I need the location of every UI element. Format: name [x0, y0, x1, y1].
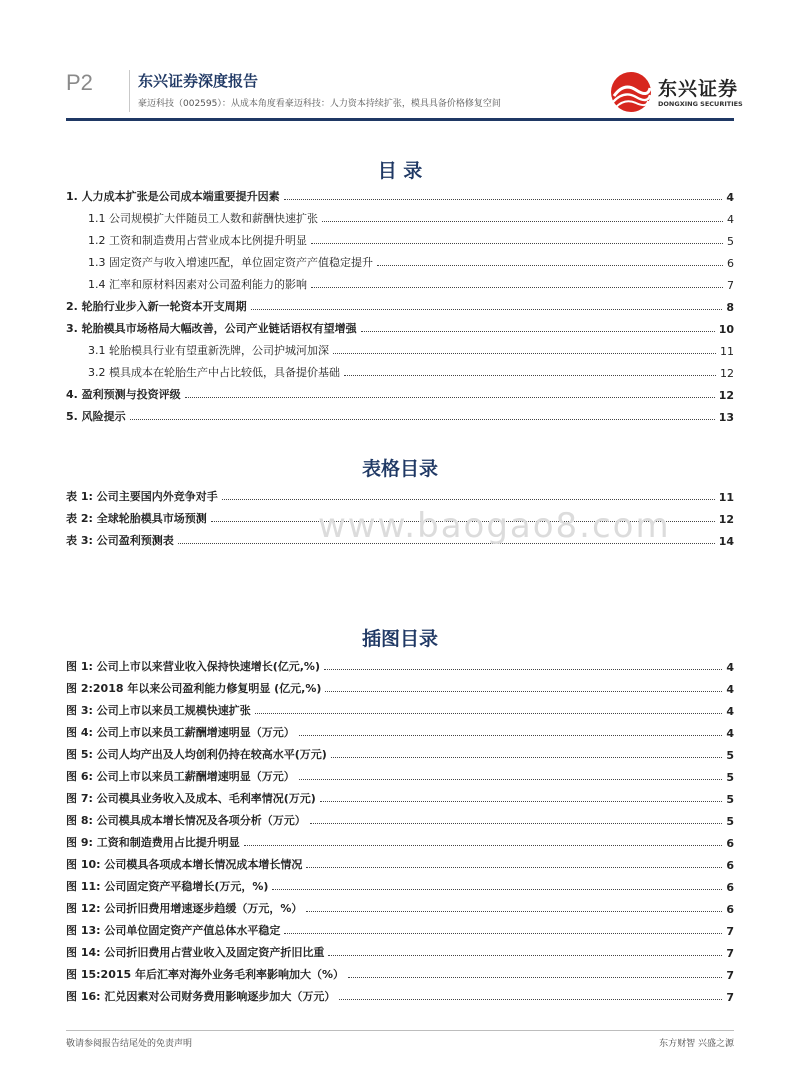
figure-toc-entry-label: 图 12: 公司折旧费用增速逐步趋缓（万元，%） — [66, 902, 303, 915]
toc-entry[interactable] — [66, 406, 734, 424]
toc-entry-page: 12 — [720, 367, 734, 380]
figures-toc-title: 插图目录 — [361, 628, 438, 650]
toc-leader — [299, 735, 723, 736]
figure-toc-entry[interactable] — [66, 964, 734, 982]
figure-toc-entry-label: 图 1: 公司上市以来营业收入保持快速增长(亿元,%) — [66, 660, 320, 673]
figure-toc-entry-label: 图 15:2015 年后汇率对海外业务毛利率影响加大（%） — [66, 968, 345, 981]
toc-entry-page: 12 — [718, 389, 734, 402]
figure-toc-entry-page: 5 — [726, 793, 734, 806]
logo-name: 东兴证券 — [658, 78, 739, 100]
figure-toc-entry-page: 7 — [726, 969, 734, 982]
figure-toc-entry-page: 6 — [726, 859, 734, 872]
table-toc-entry-label: 表 1: 公司主要国内外竞争对手 — [66, 490, 218, 503]
figure-toc-entry-label: 图 13: 公司单位固定资产产值总体水平稳定 — [66, 924, 281, 937]
toc-entry[interactable] — [88, 274, 734, 292]
toc-entry-label: 1.4 汇率和原材料因素对公司盈利能力的影响 — [88, 278, 307, 291]
figure-toc-entry-label: 图 14: 公司折旧费用占营业收入及固定资产折旧比重 — [66, 946, 325, 959]
figure-toc-entry[interactable] — [66, 766, 734, 784]
figure-toc-entry-page: 7 — [726, 991, 734, 1004]
table-toc-entry-page: 12 — [718, 513, 734, 526]
toc-leader — [328, 955, 722, 956]
footer-rule — [66, 1030, 734, 1031]
toc-entry-label: 1.2 工资和制造费用占营业成本比例提升明显 — [88, 234, 307, 247]
table-toc-entry[interactable] — [66, 486, 734, 504]
figure-toc-entry[interactable] — [66, 744, 734, 762]
toc-leader — [324, 669, 722, 670]
toc-title: 目 录 — [377, 160, 423, 182]
logo-mark-icon — [608, 70, 654, 114]
figure-toc-entry-page: 4 — [726, 683, 734, 696]
figure-toc-entry[interactable] — [66, 656, 734, 674]
figure-toc-entry-label: 图 11: 公司固定资产平稳增长(万元，%) — [66, 880, 269, 893]
toc-leader — [222, 499, 715, 500]
toc-entry-page: 8 — [726, 301, 734, 314]
figure-toc-entry-page: 5 — [726, 815, 734, 828]
company-logo — [608, 70, 743, 114]
report-title: 东兴证券深度报告 — [138, 72, 259, 90]
figure-toc-entry[interactable] — [66, 942, 734, 960]
header-divider — [129, 70, 130, 112]
figure-toc-entry-label: 图 2:2018 年以来公司盈利能力修复明显 (亿元,%) — [66, 682, 322, 695]
toc-entry-label: 1. 人力成本扩张是公司成本端重要提升因素 — [66, 190, 280, 203]
toc-leader — [306, 911, 722, 912]
toc-leader — [244, 845, 723, 846]
figure-toc-entry[interactable] — [66, 986, 734, 1004]
toc-leader — [339, 999, 722, 1000]
toc-entry-label: 1.1 公司规模扩大伴随员工人数和薪酬快速扩张 — [88, 212, 318, 225]
figure-toc-entry-page: 5 — [726, 749, 734, 762]
toc-leader — [320, 801, 723, 802]
figure-toc-entry[interactable] — [66, 722, 734, 740]
toc-entry-page: 4 — [726, 191, 734, 204]
toc-leader — [348, 977, 722, 978]
figure-toc-entry-page: 6 — [726, 881, 734, 894]
toc-entry[interactable] — [66, 296, 734, 314]
figure-toc-entry[interactable] — [66, 810, 734, 828]
toc-entry-page: 7 — [727, 279, 734, 292]
figure-toc-entry[interactable] — [66, 920, 734, 938]
figure-toc-entry[interactable] — [66, 700, 734, 718]
toc-entry-label: 5. 风险提示 — [66, 410, 126, 423]
figure-toc-entry-label: 图 3: 公司上市以来员工规模快速扩张 — [66, 704, 251, 717]
page-label: P2 — [66, 70, 93, 95]
toc-entry[interactable] — [88, 362, 734, 380]
toc-entry-page: 10 — [718, 323, 734, 336]
figure-toc-entry-label: 图 10: 公司模具各项成本增长情况成本增长情况 — [66, 858, 303, 871]
toc-entry[interactable] — [88, 230, 734, 248]
toc-entry-page: 6 — [727, 257, 734, 270]
toc-entry[interactable] — [88, 252, 734, 270]
toc-leader — [284, 933, 722, 934]
toc-leader — [344, 375, 716, 376]
toc-leader — [251, 309, 723, 310]
table-toc-entry-page: 11 — [718, 491, 734, 504]
toc-entry-page: 13 — [718, 411, 734, 424]
toc-leader — [255, 713, 723, 714]
toc-leader — [331, 757, 723, 758]
toc-entry-label: 3. 轮胎模具市场格局大幅改善，公司产业链话语权有望增强 — [66, 322, 357, 335]
toc-entry[interactable] — [66, 186, 734, 204]
table-toc-entry-label: 表 3: 公司盈利预测表 — [66, 534, 174, 547]
toc-entry-label: 3.2 模具成本在轮胎生产中占比较低，具备提价基础 — [88, 366, 340, 379]
toc-leader — [311, 287, 723, 288]
toc-entry-page: 4 — [727, 213, 734, 226]
toc-leader — [361, 331, 715, 332]
figure-toc-entry[interactable] — [66, 898, 734, 916]
toc-leader — [325, 691, 722, 692]
toc-leader — [299, 779, 723, 780]
toc-entry-label: 3.1 轮胎模具行业有望重新洗牌，公司护城河加深 — [88, 344, 329, 357]
toc-leader — [185, 397, 715, 398]
report-subtitle: 豪迈科技（002595）：从成本角度看豪迈科技：人力资本持续扩张，模具具备价格修复空间 — [138, 99, 501, 109]
table-toc-entry-page: 14 — [718, 535, 734, 548]
figure-toc-entry-page: 5 — [726, 771, 734, 784]
figure-toc-entry-label: 图 7: 公司模具业务收入及成本、毛利率情况(万元) — [66, 792, 316, 805]
toc-leader — [310, 823, 723, 824]
figure-toc-entry[interactable] — [66, 854, 734, 872]
footer-slogan: 东方财智 兴盛之源 — [659, 1039, 734, 1049]
figure-toc-entry-page: 4 — [726, 705, 734, 718]
toc-leader — [272, 889, 722, 890]
figure-toc-entry-label: 图 6: 公司上市以来员工薪酬增速明显（万元） — [66, 770, 295, 783]
toc-entry[interactable] — [66, 384, 734, 402]
watermark: www.baogao8.com — [318, 506, 671, 546]
figure-toc-entry-label: 图 9: 工资和制造费用占比提升明显 — [66, 836, 240, 849]
toc-entry[interactable] — [66, 318, 734, 336]
figure-toc-entry-page: 7 — [726, 947, 734, 960]
toc-leader — [333, 353, 716, 354]
figure-toc-entry-page: 7 — [726, 925, 734, 938]
figure-toc-entry-page: 6 — [726, 837, 734, 850]
footer-disclaimer: 敬请参阅报告结尾处的免责声明 — [66, 1039, 193, 1049]
table-toc-entry-label: 表 2: 全球轮胎模具市场预测 — [66, 512, 207, 525]
figure-toc-entry[interactable] — [66, 876, 734, 894]
toc-leader — [130, 419, 715, 420]
toc-leader — [377, 265, 723, 266]
figure-toc-entry-page: 4 — [726, 661, 734, 674]
header-rule — [66, 118, 734, 121]
toc-entry-label: 1.3 固定资产与收入增速匹配，单位固定资产产值稳定提升 — [88, 256, 373, 269]
toc-leader — [284, 199, 723, 200]
toc-entry[interactable] — [88, 340, 734, 358]
figure-toc-entry-page: 6 — [726, 903, 734, 916]
figure-toc-entry-page: 4 — [726, 727, 734, 740]
toc-entry[interactable] — [88, 208, 734, 226]
figure-toc-entry-label: 图 4: 公司上市以来员工薪酬增速明显（万元） — [66, 726, 295, 739]
figure-toc-entry[interactable] — [66, 788, 734, 806]
toc-entry-page: 5 — [727, 235, 734, 248]
figure-toc-entry[interactable] — [66, 678, 734, 696]
figure-toc-entry-label: 图 16: 汇兑因素对公司财务费用影响逐步加大（万元） — [66, 990, 336, 1003]
toc-leader — [322, 221, 723, 222]
toc-entry-label: 4. 盈利预测与投资评级 — [66, 388, 181, 401]
toc-leader — [306, 867, 722, 868]
figure-toc-entry[interactable] — [66, 832, 734, 850]
logo-english: DONGXING SECURITIES — [658, 100, 743, 108]
toc-leader — [311, 243, 723, 244]
toc-entry-page: 11 — [720, 345, 734, 358]
tables-toc-title: 表格目录 — [361, 458, 438, 480]
toc-entry-label: 2. 轮胎行业步入新一轮资本开支周期 — [66, 300, 247, 313]
figure-toc-entry-label: 图 8: 公司模具成本增长情况及各项分析（万元） — [66, 814, 306, 827]
figure-toc-entry-label: 图 5: 公司人均产出及人均创利仍持在较高水平(万元) — [66, 748, 327, 761]
